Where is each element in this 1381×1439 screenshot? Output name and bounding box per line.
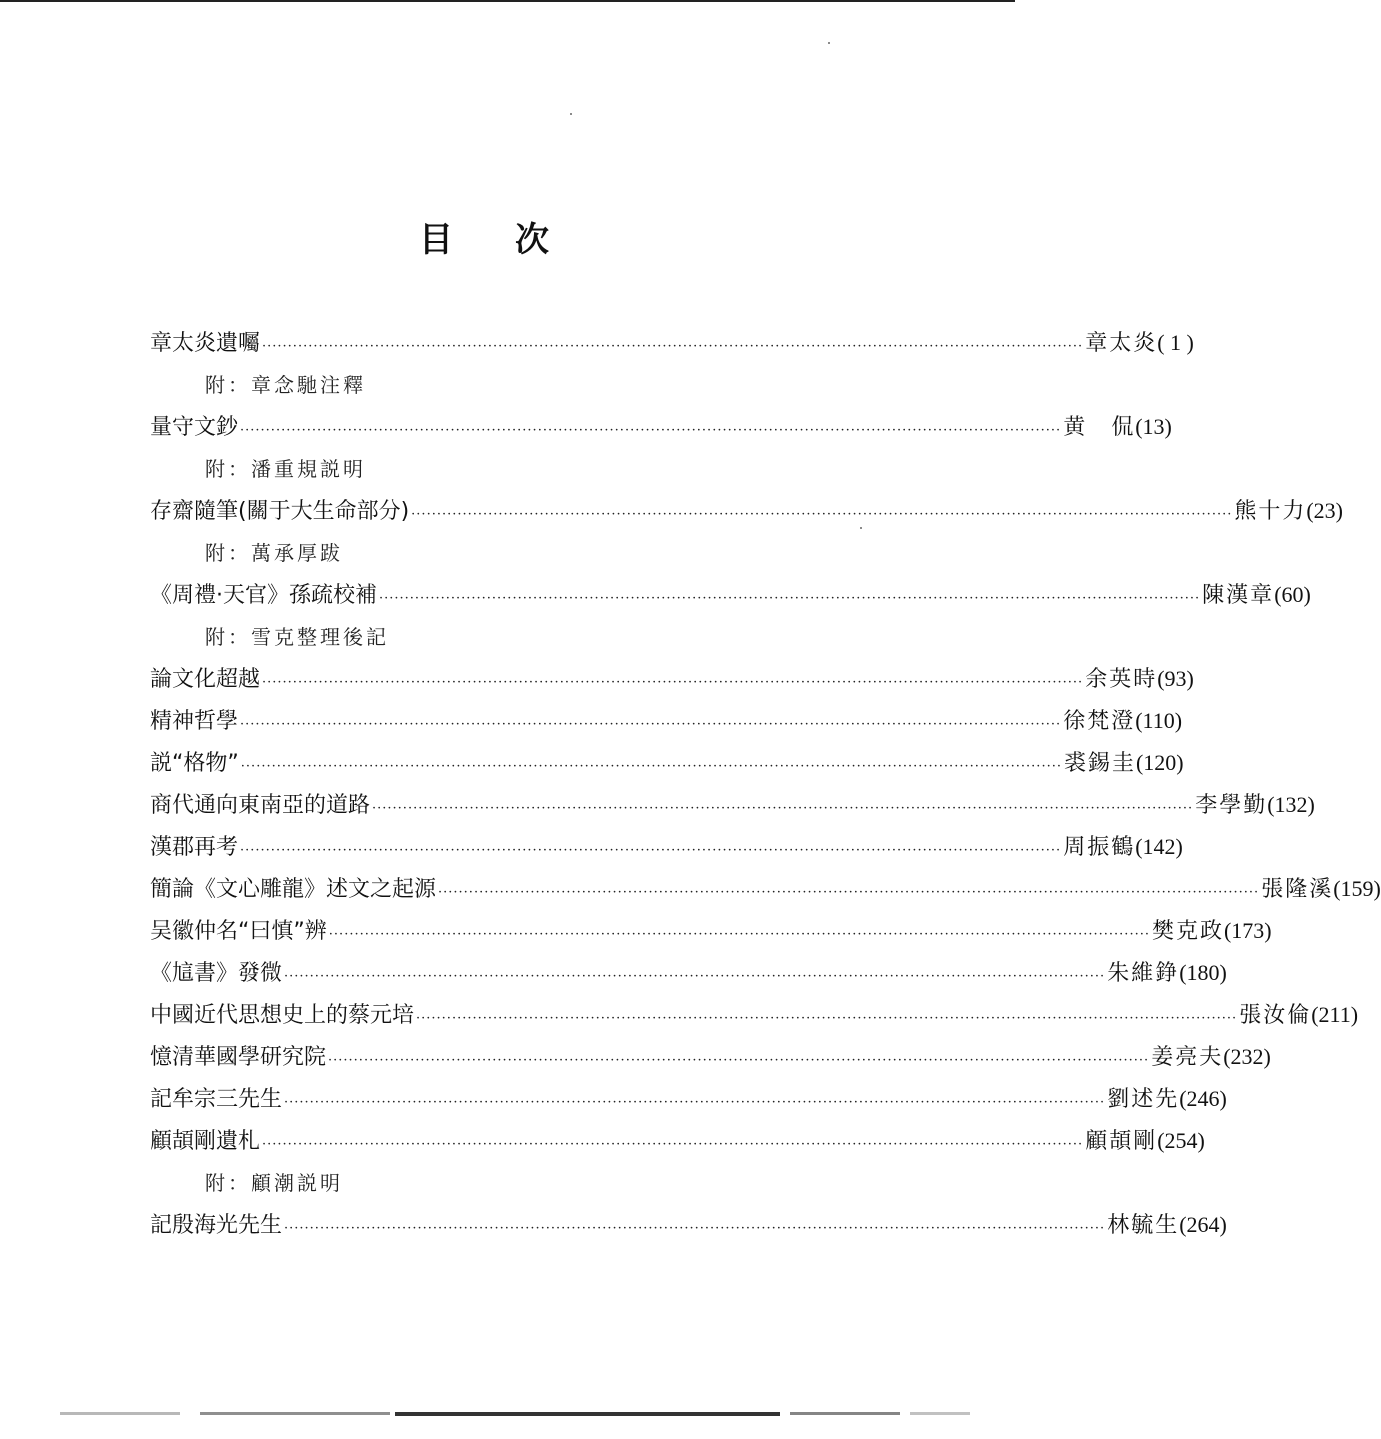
scan-speck bbox=[570, 113, 572, 115]
toc-entry-title: 量守文鈔 bbox=[150, 415, 239, 440]
toc-entry[interactable] bbox=[150, 490, 1344, 532]
toc-entry-title: 顧頡剛遺札 bbox=[150, 1129, 261, 1154]
toc-entry[interactable] bbox=[150, 826, 1183, 868]
toc-entry[interactable] bbox=[150, 1036, 1271, 1078]
toc-dot-leader: ································································································································································ bbox=[438, 885, 1260, 900]
toc-entry-title: 《訄書》發微 bbox=[150, 961, 283, 986]
toc-entry[interactable] bbox=[150, 910, 1272, 952]
toc-entry-page: (60) bbox=[1274, 582, 1311, 607]
top-scan-border bbox=[0, 0, 1015, 2]
toc-dot-leader: ································································································································································ bbox=[328, 1053, 1150, 1068]
toc-entry-author: 朱維錚 bbox=[1107, 961, 1180, 986]
toc-entry[interactable] bbox=[150, 700, 1183, 742]
toc-entry-page: (93) bbox=[1157, 666, 1194, 691]
toc-entry-author: 黄 侃 bbox=[1063, 415, 1136, 440]
toc-entry-author: 張隆溪 bbox=[1261, 877, 1334, 902]
toc-entry-title: 精神哲學 bbox=[150, 709, 239, 734]
toc-entry-title: 憶清華國學研究院 bbox=[150, 1045, 327, 1070]
toc-entry-author: 顧頡剛 bbox=[1085, 1129, 1158, 1154]
toc-entry-page: (159) bbox=[1333, 876, 1381, 901]
toc-dot-leader: ································································································································································ bbox=[240, 717, 1062, 732]
toc-entry-title: 記牟宗三先生 bbox=[150, 1087, 283, 1112]
toc-dot-leader: ································································································································································ bbox=[240, 423, 1062, 438]
toc-dot-leader: ································································································································································ bbox=[240, 759, 1062, 774]
toc-entry[interactable] bbox=[150, 406, 1172, 448]
toc-dot-leader: ································································································································································ bbox=[328, 927, 1150, 942]
toc-entry-page: (180) bbox=[1179, 960, 1227, 985]
toc-appendix-note: 附：雪克整理後記 bbox=[205, 625, 389, 649]
toc-entry-page: (110) bbox=[1135, 708, 1183, 733]
toc-entry[interactable] bbox=[150, 1120, 1205, 1162]
toc-entry[interactable] bbox=[150, 574, 1311, 616]
toc-dot-leader: ································································································································································ bbox=[262, 1137, 1084, 1152]
toc-entry-author: 李學勤 bbox=[1195, 793, 1268, 818]
toc-appendix-note: 附：章念馳注釋 bbox=[205, 373, 366, 397]
page-title bbox=[0, 212, 970, 261]
toc-entry-author: 張汝倫 bbox=[1239, 1003, 1312, 1028]
toc-entry-author: 周振鶴 bbox=[1063, 835, 1136, 860]
toc-dot-leader: ································································································································································ bbox=[284, 1095, 1106, 1110]
toc-entry[interactable] bbox=[150, 1204, 1227, 1246]
toc-entry-page: (246) bbox=[1179, 1086, 1227, 1111]
toc-entry-author: 徐梵澄 bbox=[1063, 709, 1136, 734]
toc-entry-page: (264) bbox=[1179, 1212, 1227, 1237]
table-of-contents bbox=[150, 322, 1381, 1246]
toc-entry-page: (132) bbox=[1267, 792, 1315, 817]
toc-entry-title: 章太炎遺囑 bbox=[150, 331, 261, 356]
page-title-char: 次 bbox=[515, 220, 551, 260]
toc-entry-title: 簡論《文心雕龍》述文之起源 bbox=[150, 877, 437, 902]
toc-entry[interactable] bbox=[150, 742, 1184, 784]
toc-dot-leader: ································································································································································ bbox=[240, 843, 1062, 858]
toc-appendix-note: 附：潘重規説明 bbox=[205, 457, 366, 481]
toc-entry-page: (254) bbox=[1157, 1128, 1205, 1153]
toc-dot-leader: ································································································································································ bbox=[284, 1221, 1106, 1236]
toc-dot-leader: ································································································································································ bbox=[262, 339, 1084, 354]
toc-entry-page: (232) bbox=[1223, 1044, 1271, 1069]
scan-speck bbox=[828, 42, 830, 44]
toc-appendix-note: 附：顧潮説明 bbox=[205, 1171, 343, 1195]
toc-entry[interactable] bbox=[150, 994, 1359, 1036]
toc-entry-author: 劉述先 bbox=[1107, 1087, 1180, 1112]
page-title-char: 目 bbox=[419, 220, 455, 260]
toc-entry-page: (23) bbox=[1306, 498, 1344, 523]
toc-entry-author: 余英時 bbox=[1085, 667, 1158, 692]
toc-entry-title: 説“格物” bbox=[150, 751, 239, 776]
toc-entry[interactable] bbox=[150, 658, 1194, 700]
toc-entry-author: 章太炎 bbox=[1085, 331, 1158, 356]
toc-entry-author: 裘錫圭 bbox=[1063, 751, 1136, 776]
toc-appendix-note: 附：萬承厚跋 bbox=[205, 541, 343, 565]
toc-entry-author: 熊十力 bbox=[1234, 499, 1307, 524]
toc-entry-page: (173) bbox=[1223, 918, 1272, 943]
toc-entry[interactable] bbox=[150, 784, 1315, 826]
bottom-scan-edge bbox=[60, 1412, 980, 1416]
toc-dot-leader: ································································································································································ bbox=[379, 591, 1201, 606]
toc-entry[interactable] bbox=[150, 1078, 1227, 1120]
toc-entry-title: 存齋隨筆(關于大生命部分) bbox=[150, 499, 410, 524]
toc-dot-leader: ································································································································································ bbox=[372, 801, 1194, 816]
toc-dot-leader: ································································································································································ bbox=[262, 675, 1084, 690]
toc-entry-title: 吴徽仲名“曰慎”辨 bbox=[150, 919, 327, 944]
toc-entry-title: 中國近代思想史上的蔡元培 bbox=[150, 1003, 415, 1028]
toc-entry[interactable] bbox=[150, 868, 1381, 910]
toc-entry-title: 記殷海光先生 bbox=[150, 1213, 283, 1238]
toc-dot-leader: ································································································································································ bbox=[284, 969, 1106, 984]
toc-entry-page: (211) bbox=[1311, 1002, 1359, 1027]
toc-dot-leader: ································································································································································ bbox=[416, 1011, 1238, 1026]
toc-entry-page: (142) bbox=[1135, 834, 1183, 859]
toc-entry-title: 商代通向東南亞的道路 bbox=[150, 793, 371, 818]
toc-entry-title: 漢郡再考 bbox=[150, 835, 239, 860]
toc-entry-page: (120) bbox=[1135, 750, 1184, 775]
toc-entry[interactable] bbox=[150, 322, 1194, 364]
toc-entry-author: 姜亮夫 bbox=[1151, 1045, 1224, 1070]
toc-entry-title: 論文化超越 bbox=[150, 667, 261, 692]
toc-entry-page: (13) bbox=[1135, 414, 1172, 439]
toc-entry[interactable] bbox=[150, 952, 1227, 994]
toc-entry-title: 《周禮·天官》孫疏校補 bbox=[150, 583, 377, 608]
toc-dot-leader: ································································································································································ bbox=[411, 507, 1233, 522]
toc-entry-author: 陳漢章 bbox=[1202, 583, 1275, 608]
toc-entry-author: 樊克政 bbox=[1151, 919, 1224, 944]
toc-entry-author: 林毓生 bbox=[1107, 1213, 1180, 1238]
toc-entry-page: ( 1 ) bbox=[1157, 330, 1194, 355]
